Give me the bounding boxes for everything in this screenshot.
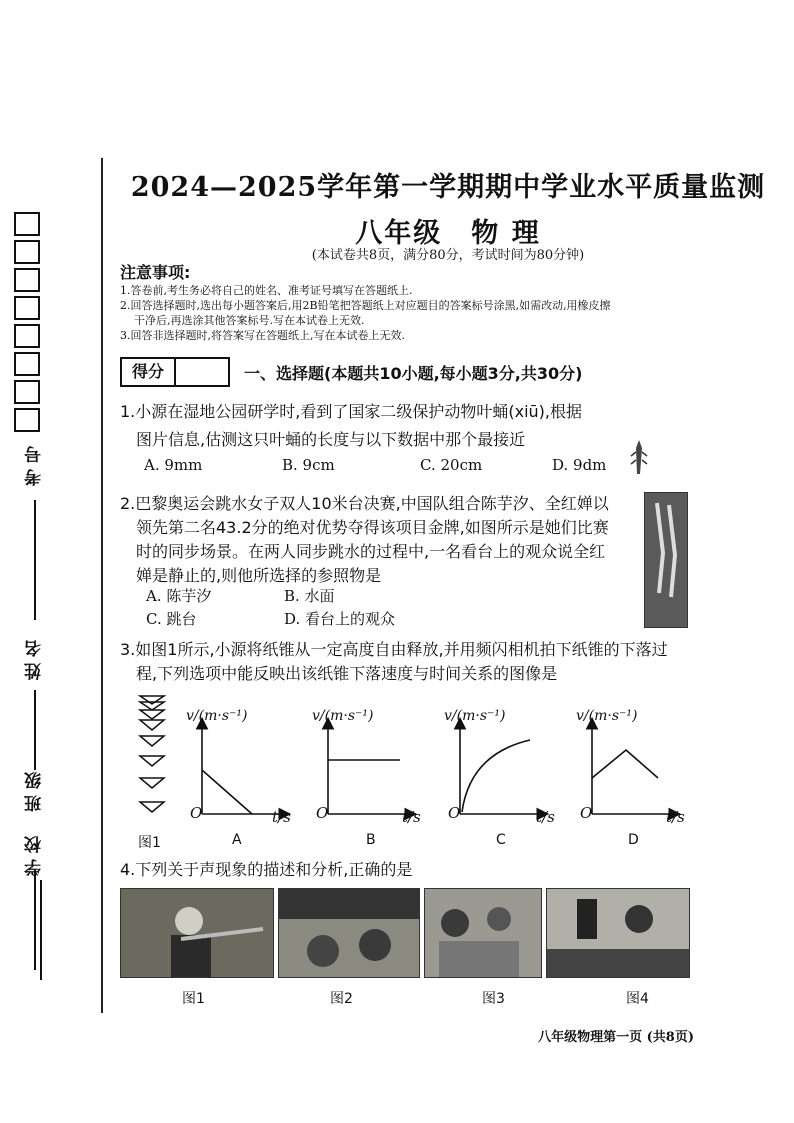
q4-fig1-label: 图1	[182, 991, 205, 1007]
exam-number-label: 考号	[25, 440, 45, 486]
q4-stem: 4.下列关于声现象的描述和分析,正确的是	[120, 860, 413, 879]
paper-cone-figure	[132, 692, 172, 824]
graph-d-origin: O	[580, 804, 593, 822]
graph-d-ylabel: v/(m·s⁻¹)	[576, 708, 638, 724]
graph-c-ylabel: v/(m·s⁻¹)	[444, 708, 506, 724]
class-label: 班级	[25, 766, 45, 812]
graph-a-ylabel: v/(m·s⁻¹)	[186, 708, 248, 724]
q4-fig2-label: 图2	[330, 991, 353, 1007]
exam-number-line	[34, 500, 36, 620]
notice-heading: 注意事项:	[120, 263, 191, 282]
graph-a-label: A	[232, 832, 242, 848]
q4-fig4-label: 图4	[626, 991, 649, 1007]
notice-item: 干净后,再选涂其他答案标号.写在本试卷上无效.	[134, 314, 365, 327]
name-line	[34, 690, 36, 770]
q4-photo-drums	[278, 888, 420, 978]
graph-c-label: C	[496, 832, 506, 848]
notice-item: 2.回答选择题时,选出每小题答案后,用2B铅笔把答题纸上对应题目的答案标号涂黑,如需改动,用橡皮擦	[120, 299, 611, 312]
graph-c-origin: O	[448, 804, 461, 822]
graph-b-label: B	[366, 832, 376, 848]
q4-photo-instrument	[546, 888, 690, 978]
q1-option-d: D. 9dm	[552, 456, 607, 474]
graph-b-ylabel: v/(m·s⁻¹)	[312, 708, 374, 724]
q2-stem: 婵是静止的,则他所选择的参照物是	[136, 566, 382, 585]
exam-number-boxes	[14, 212, 42, 436]
binding-divider	[101, 158, 103, 1013]
graph-b	[328, 720, 414, 814]
q2-stem: 领先第二名43.2分的绝对优势夺得该项目金牌,如图所示是她们比赛	[136, 518, 609, 537]
leaf-insect-image	[628, 438, 650, 476]
figure1-label: 图1	[138, 835, 161, 851]
graph-b-origin: O	[316, 804, 329, 822]
exam-info: (本试卷共8页，满分80分，考试时间为80分钟)	[311, 248, 585, 263]
school-line	[40, 880, 42, 980]
q3-stem: 程,下列选项中能反映出该纸锥下落速度与时间关系的图像是	[136, 664, 558, 683]
exam-title: 2024—2025学年第一学期期中学业水平质量监测	[130, 172, 766, 203]
section-title: 一、选择题(本题共10小题,每小题3分,共30分)	[244, 364, 583, 383]
class-line	[34, 870, 36, 970]
score-label: 得分	[122, 359, 176, 385]
q4-photo-people	[424, 888, 542, 978]
q4-photo-flute	[120, 888, 274, 978]
graph-a-xlabel: t/s	[272, 808, 291, 826]
q2-option-a: A. 陈芋汐	[146, 587, 212, 605]
name-label: 姓名	[25, 634, 45, 680]
q1-option-b: B. 9cm	[282, 456, 335, 474]
q1-option-a: A. 9mm	[144, 456, 203, 474]
diving-photo	[644, 492, 688, 628]
notice-item: 3.回答非选择题时,将答案写在答题纸上,写在本试卷上无效.	[120, 329, 405, 342]
q2-stem: 时的同步场景。在两人同步跳水的过程中,一名看台上的观众说全红	[136, 542, 606, 561]
graph-b-xlabel: t/s	[402, 808, 421, 826]
graph-c-xlabel: t/s	[536, 808, 555, 826]
q4-fig3-label: 图3	[482, 991, 505, 1007]
page-footer: 八年级物理第一页 (共8页)	[538, 1030, 694, 1045]
q2-option-d: D. 看台上的观众	[284, 610, 396, 628]
graph-a-origin: O	[190, 804, 203, 822]
graph-d-xlabel: t/s	[666, 808, 685, 826]
score-box	[120, 357, 230, 387]
graph-c	[460, 720, 546, 814]
q1-option-c: C. 20cm	[420, 456, 483, 474]
graph-d-label: D	[628, 832, 639, 848]
q1-stem: 图片信息,估测这只叶蛹的长度与以下数据中那个最接近	[136, 430, 526, 449]
graph-d	[592, 720, 678, 814]
graph-a	[202, 720, 288, 814]
q3-stem: 3.如图1所示,小源将纸锥从一定高度自由释放,并用频闪相机拍下纸锥的下落过	[120, 640, 668, 659]
subject-title: 八年级 物 理	[355, 218, 541, 249]
school-label: 学校	[25, 830, 45, 876]
q2-stem: 2.巴黎奥运会跳水女子双人10米台决赛,中国队组合陈芋汐、全红婵以	[120, 494, 609, 513]
notice-item: 1.答卷前,考生务必将自己的姓名、准考证号填写在答题纸上.	[120, 284, 413, 297]
q2-option-b: B. 水面	[284, 587, 335, 605]
q2-option-c: C. 跳台	[146, 610, 197, 628]
q1-stem: 1.小源在湿地公园研学时,看到了国家二级保护动物叶蛹(xiū),根据	[120, 402, 582, 421]
